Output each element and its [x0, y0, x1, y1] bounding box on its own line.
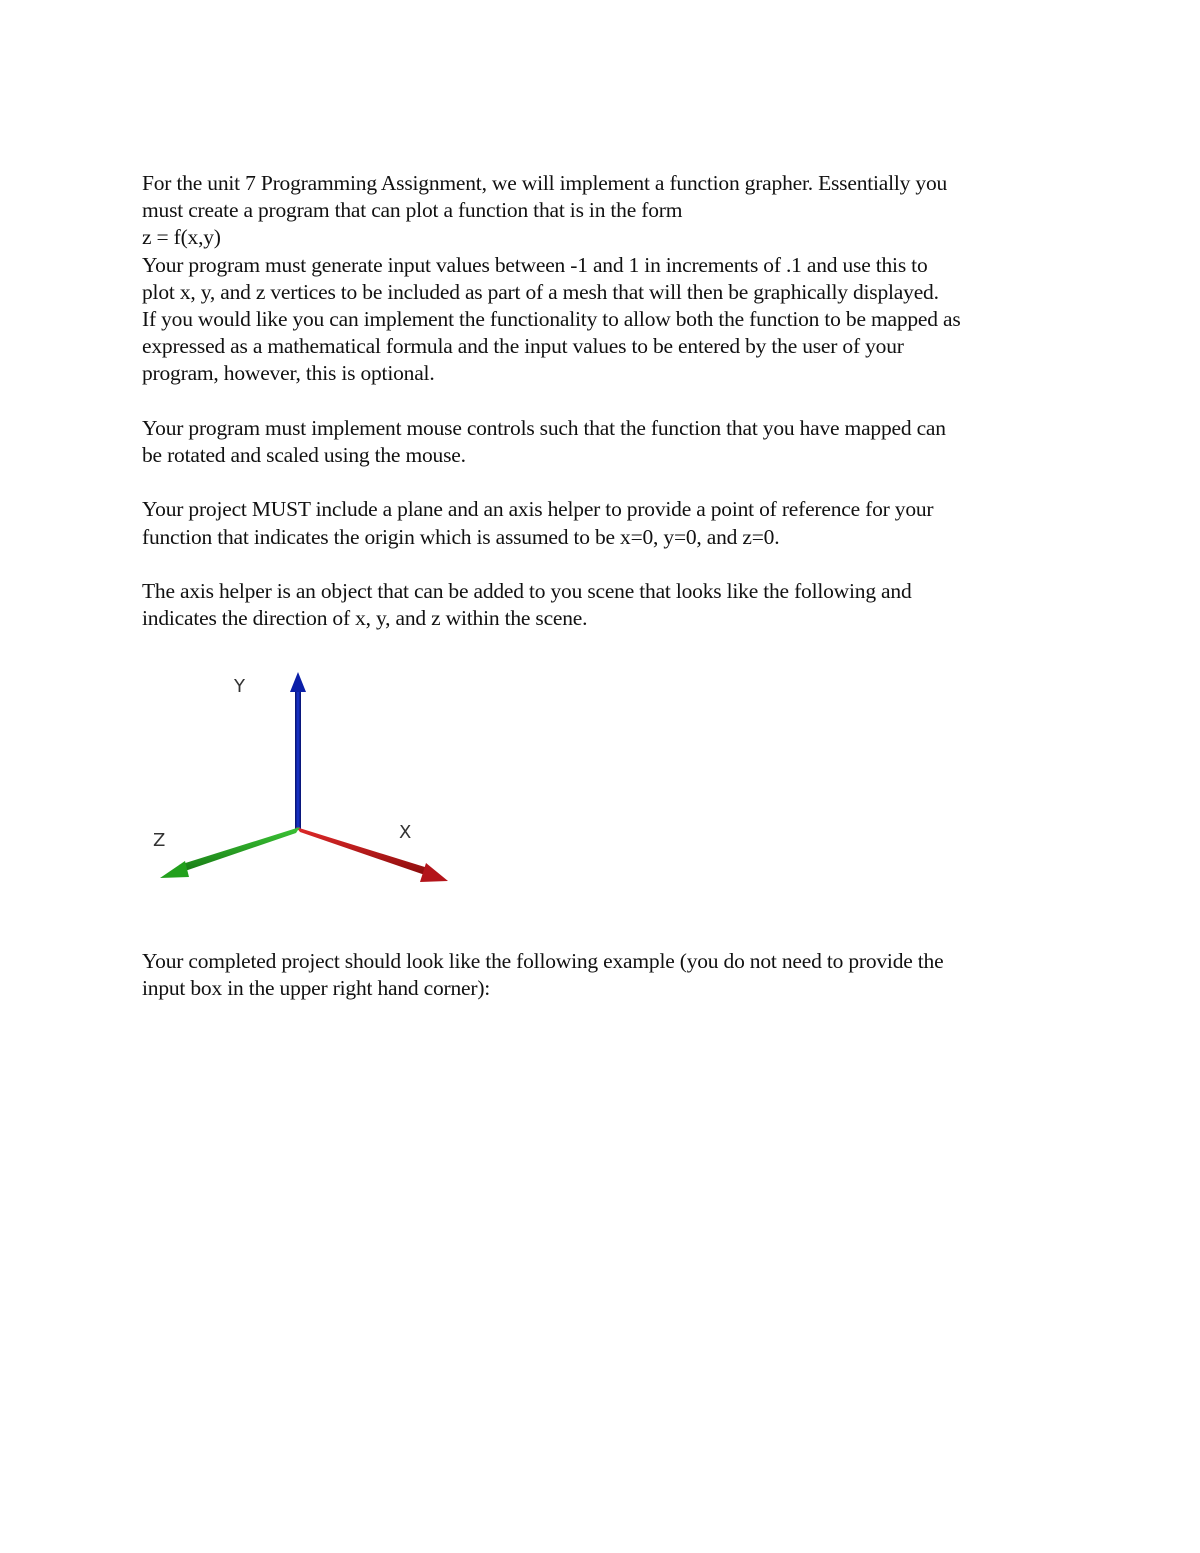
z-axis-arrowhead — [160, 861, 189, 878]
text-line: Your program must generate input values between -1 and 1 in increments of .1 and use this to — [142, 252, 928, 277]
text-line: program, however, this is optional. — [142, 361, 435, 386]
paragraph-mouse-controls — [142, 415, 1082, 469]
text-line: For the unit 7 Programming Assignment, we will implement a function grapher. Essentially you — [142, 171, 948, 195]
text-line: The axis helper is an object that can be added to you scene that looks like the following and — [142, 579, 912, 603]
paragraph-plane-axis — [142, 496, 1082, 550]
document-body-bottom — [142, 948, 1082, 1002]
y-axis-label: Y — [234, 676, 245, 697]
z-axis-arrow — [160, 827, 300, 878]
text-line: Your completed project should look like the following example (you do not need to provide the — [142, 949, 944, 973]
text-line: input box in the upper right hand corner): — [142, 976, 491, 1001]
document-body-top — [142, 170, 1082, 632]
x-axis-arrowhead — [420, 863, 448, 882]
text-line: Your program must implement mouse controls such that the function that you have mapped can — [142, 415, 946, 440]
paragraph-spacer — [142, 388, 1082, 415]
z-axis-label: Z — [153, 830, 166, 851]
text-line: Your project MUST include a plane and an axis helper to provide a point of reference for your — [142, 497, 934, 522]
text-line: be rotated and scaled using the mouse. — [142, 443, 466, 468]
text-line: expressed as a mathematical formula and the input values to be entered by the user of your — [142, 334, 904, 359]
paragraph-axis-helper — [142, 578, 1082, 632]
text-line: If you would like you can implement the functionality to allow both the function to be mapped as — [142, 307, 961, 332]
text-line: z = f(x,y) — [142, 225, 221, 250]
paragraph-spacer — [142, 469, 1082, 496]
text-line: plot x, y, and z vertices to be included as part of a mesh that will then be graphically displayed. — [142, 279, 939, 304]
x-axis-arrow — [296, 827, 448, 882]
text-line: function that indicates the origin which is assumed to be x=0, y=0, and z=0. — [142, 524, 780, 549]
paragraph-completed-project — [142, 948, 1082, 1002]
y-axis-arrow — [290, 672, 306, 830]
x-axis-label: X — [399, 822, 412, 843]
paragraph-spacer — [142, 551, 1082, 578]
paragraph-intro — [142, 170, 1082, 388]
text-line: indicates the direction of x, y, and z within the scene. — [142, 606, 588, 631]
axis-helper-figure — [140, 660, 470, 900]
y-axis-arrowhead — [290, 672, 306, 692]
z-axis-shaft — [179, 827, 300, 872]
text-line: must create a program that can plot a function that is in the form — [142, 198, 683, 223]
y-axis-shaft — [295, 690, 301, 830]
axis-helper-diagram — [140, 660, 470, 900]
